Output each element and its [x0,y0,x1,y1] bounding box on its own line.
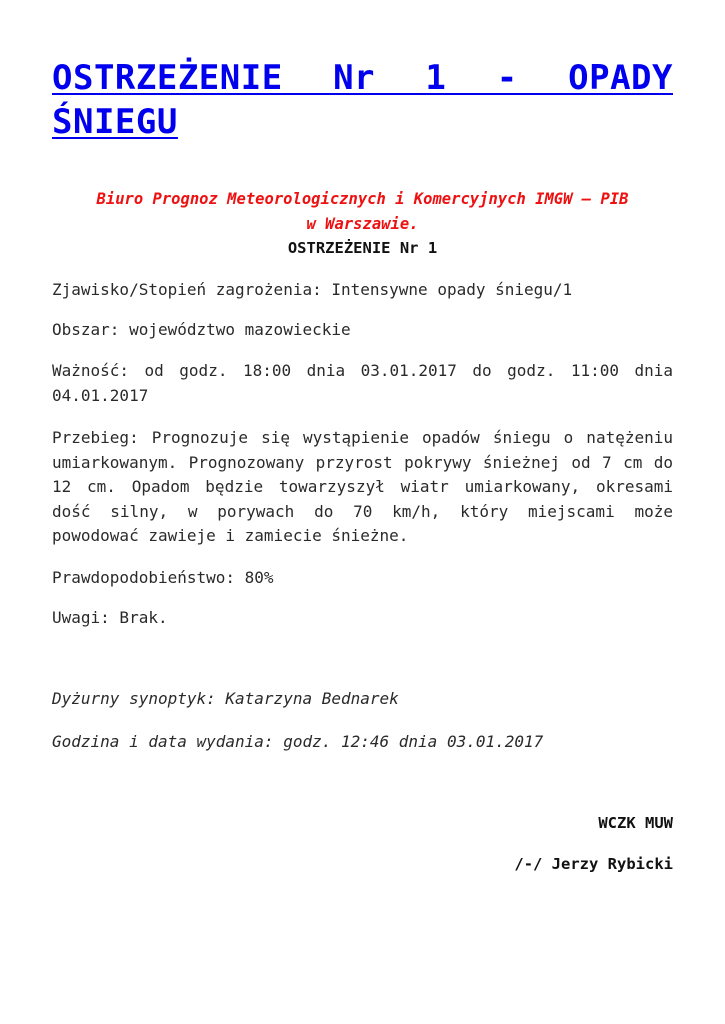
phenomenon-text: Zjawisko/Stopień zagrożenia: Intensywne opady śniegu/1 [52,280,573,299]
page-title [52,56,673,144]
issued-text: Godzina i data wydania: godz. 12:46 dnia 03.01.2017 [52,732,544,751]
warning-subtitle: OSTRZEŻENIE Nr 1 [287,239,438,257]
issuing-office-block [52,187,673,237]
area-text: Obszar: województwo mazowieckie [52,320,351,339]
signature-text: /-/ Jerzy Rybicki [514,855,673,873]
title-link[interactable]: OSTRZEŻENIE Nr 1 - OPADY ŚNIEGU [52,58,673,142]
office-text: WCZK MUW [598,814,673,832]
duty-forecaster-text: Dyżurny synoptyk: Katarzyna Bednarek [52,689,399,708]
probability-text: Prawdopodobieństwo: 80% [52,568,274,587]
remarks-text: Uwagi: Brak. [52,608,168,627]
issuing-office-line-2: w Warszawie. [306,215,419,233]
course-text: Przebieg: Prognozuje się wystąpienie opadów śniegu o natężeniu umiarkowanym. Prognozowany przyrost pokrywy śnieżnej od 7 cm do 12 cm. Opadom będzie towarzyszył wiatr umiarkowany, okresami dość silny, w porywach do 70 km/h, który miejscami może powodować zawieje i zamiecie śnieżne. [52,428,673,545]
validity-text: Ważność: od godz. 18:00 dnia 03.01.2017 do godz. 11:00 dnia 04.01.2017 [52,361,673,405]
issuing-office-line-1: Biuro Prognoz Meteorologicznych i Komercyjnych IMGW – PIB [96,190,629,208]
